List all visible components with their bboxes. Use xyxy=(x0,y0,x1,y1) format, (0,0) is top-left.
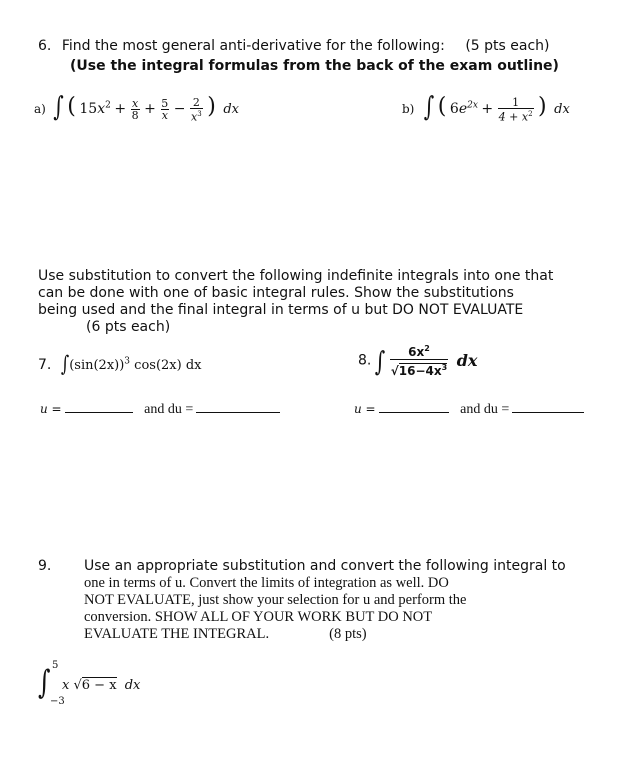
q6b-label: b) xyxy=(402,102,415,116)
q6b-plus: + xyxy=(481,101,494,117)
substitution-intro xyxy=(38,268,553,336)
q6b-e: e xyxy=(458,101,468,117)
integral-sign-icon: ∫ xyxy=(38,663,51,701)
intro-line2: can be done with one of basic integral rules. Show the substitutions xyxy=(38,285,514,301)
q8-du-label: and du = xyxy=(460,402,510,417)
integral-sign-icon: ∫ xyxy=(53,89,64,123)
q6a-frac2-den: x xyxy=(161,109,168,123)
q6a-plus1: + xyxy=(114,101,127,117)
right-paren: ) xyxy=(538,94,547,119)
q6a-coef: 15 xyxy=(79,101,98,117)
q7-expression xyxy=(38,350,202,377)
q7-tail: cos(2x) dx xyxy=(130,358,202,373)
q9-x: x xyxy=(62,678,70,693)
intro-line3: being used and the final integral in terms of u but DO NOT EVALUATE xyxy=(38,302,524,318)
q8-expression xyxy=(358,342,477,379)
q6a-frac1-den: 8 xyxy=(131,109,139,123)
q9-lower-limit: −3 xyxy=(50,696,65,707)
q6b-coef: 6 xyxy=(449,101,459,117)
q8-den-pow: 3 xyxy=(441,363,448,372)
q8-num-pow: 2 xyxy=(424,344,430,353)
q9-radicand: 6 − x xyxy=(81,678,117,693)
q6-points: (5 pts each) xyxy=(465,38,550,54)
q6a-dx: dx xyxy=(223,102,239,117)
left-paren: ( xyxy=(67,94,76,119)
q6-header xyxy=(38,38,550,54)
q6b-frac-num: 1 xyxy=(512,95,520,109)
q6-instruction: (Use the integral formulas from the back of the exam outline) xyxy=(70,58,559,74)
left-paren: ( xyxy=(437,94,447,119)
q6b-pow: 2x xyxy=(467,100,478,111)
q7-pow: 3 xyxy=(124,356,131,367)
q8-num: 6x xyxy=(408,345,425,359)
q7-u-blank[interactable] xyxy=(65,400,133,413)
q9-upper-limit: 5 xyxy=(52,660,59,671)
q6a-minus: − xyxy=(173,101,186,117)
q6b-frac-den: 4 + x xyxy=(498,110,529,124)
q6a-frac2-num: 5 xyxy=(161,97,169,111)
q6a-pow: 2 xyxy=(105,100,111,111)
q6a-frac1-num: x xyxy=(131,97,139,111)
sqrt-icon: √ xyxy=(73,678,82,693)
q9-line3: NOT EVALUATE, just show your selection for u and perform the xyxy=(84,592,467,608)
q7-answer-row xyxy=(40,400,280,418)
q6b-expression xyxy=(402,89,570,124)
q6a-frac2 xyxy=(160,98,169,121)
right-paren: ) xyxy=(207,94,216,119)
intro-line4: (6 pts each) xyxy=(86,319,171,335)
q6a-frac3-den: x xyxy=(191,110,198,124)
q6a-plus2: + xyxy=(144,101,156,117)
q8-frac xyxy=(390,342,448,379)
q8-den-in: 16−4x xyxy=(398,364,442,378)
q9-line2: one in terms of u. Convert the limits of integration as well. DO xyxy=(84,575,449,591)
sqrt-icon: √ xyxy=(390,364,399,378)
q6a-frac3-pow: 3 xyxy=(197,109,202,118)
q9-integral xyxy=(38,660,178,710)
q8-dx: dx xyxy=(456,351,478,370)
q8-number: 8. xyxy=(358,352,372,369)
q6-prompt: Find the most general anti-derivative for the following: xyxy=(61,38,445,54)
q6a-frac1 xyxy=(131,98,140,121)
q8-u-blank[interactable] xyxy=(379,400,449,413)
q8-u-label: u = xyxy=(354,402,376,416)
integral-sign-icon: ∫ xyxy=(60,350,70,377)
q6b-frac-den-pow: 2 xyxy=(528,109,533,118)
integral-sign-icon: ∫ xyxy=(423,89,435,123)
intro-line1: Use substitution to convert the following indefinite integrals into one that xyxy=(38,268,554,284)
q7-du-blank[interactable] xyxy=(196,400,280,413)
q8-answer-row xyxy=(354,400,584,418)
q6b-frac xyxy=(498,97,534,123)
q9-dx: dx xyxy=(124,678,141,693)
q8-du-blank[interactable] xyxy=(512,400,584,413)
q6b-dx: dx xyxy=(554,102,570,117)
q9-number: 9. xyxy=(38,558,52,574)
q9-line5: EVALUATE THE INTEGRAL. xyxy=(84,626,270,642)
q7-number: 7. xyxy=(38,357,52,373)
q6a-frac3-num: 2 xyxy=(192,95,200,109)
q9-points: (8 pts) xyxy=(329,626,367,642)
q6-number: 6. xyxy=(38,38,52,54)
q6a-frac3 xyxy=(190,97,203,123)
q7-integrand: (sin(2x)) xyxy=(69,358,125,373)
q6a-label: a) xyxy=(34,102,46,116)
q9-text xyxy=(84,558,566,643)
q9-line1: Use an appropriate substitution and convert the following integral to xyxy=(84,558,566,574)
q7-u-label: u = xyxy=(40,402,62,416)
q9-line4: conversion. SHOW ALL OF YOUR WORK BUT DO NOT xyxy=(84,609,433,625)
q6a-x: x xyxy=(97,101,106,117)
q6a-expression xyxy=(34,89,239,124)
integral-sign-icon: ∫ xyxy=(374,344,386,377)
q7-du-label: and du = xyxy=(144,402,194,417)
